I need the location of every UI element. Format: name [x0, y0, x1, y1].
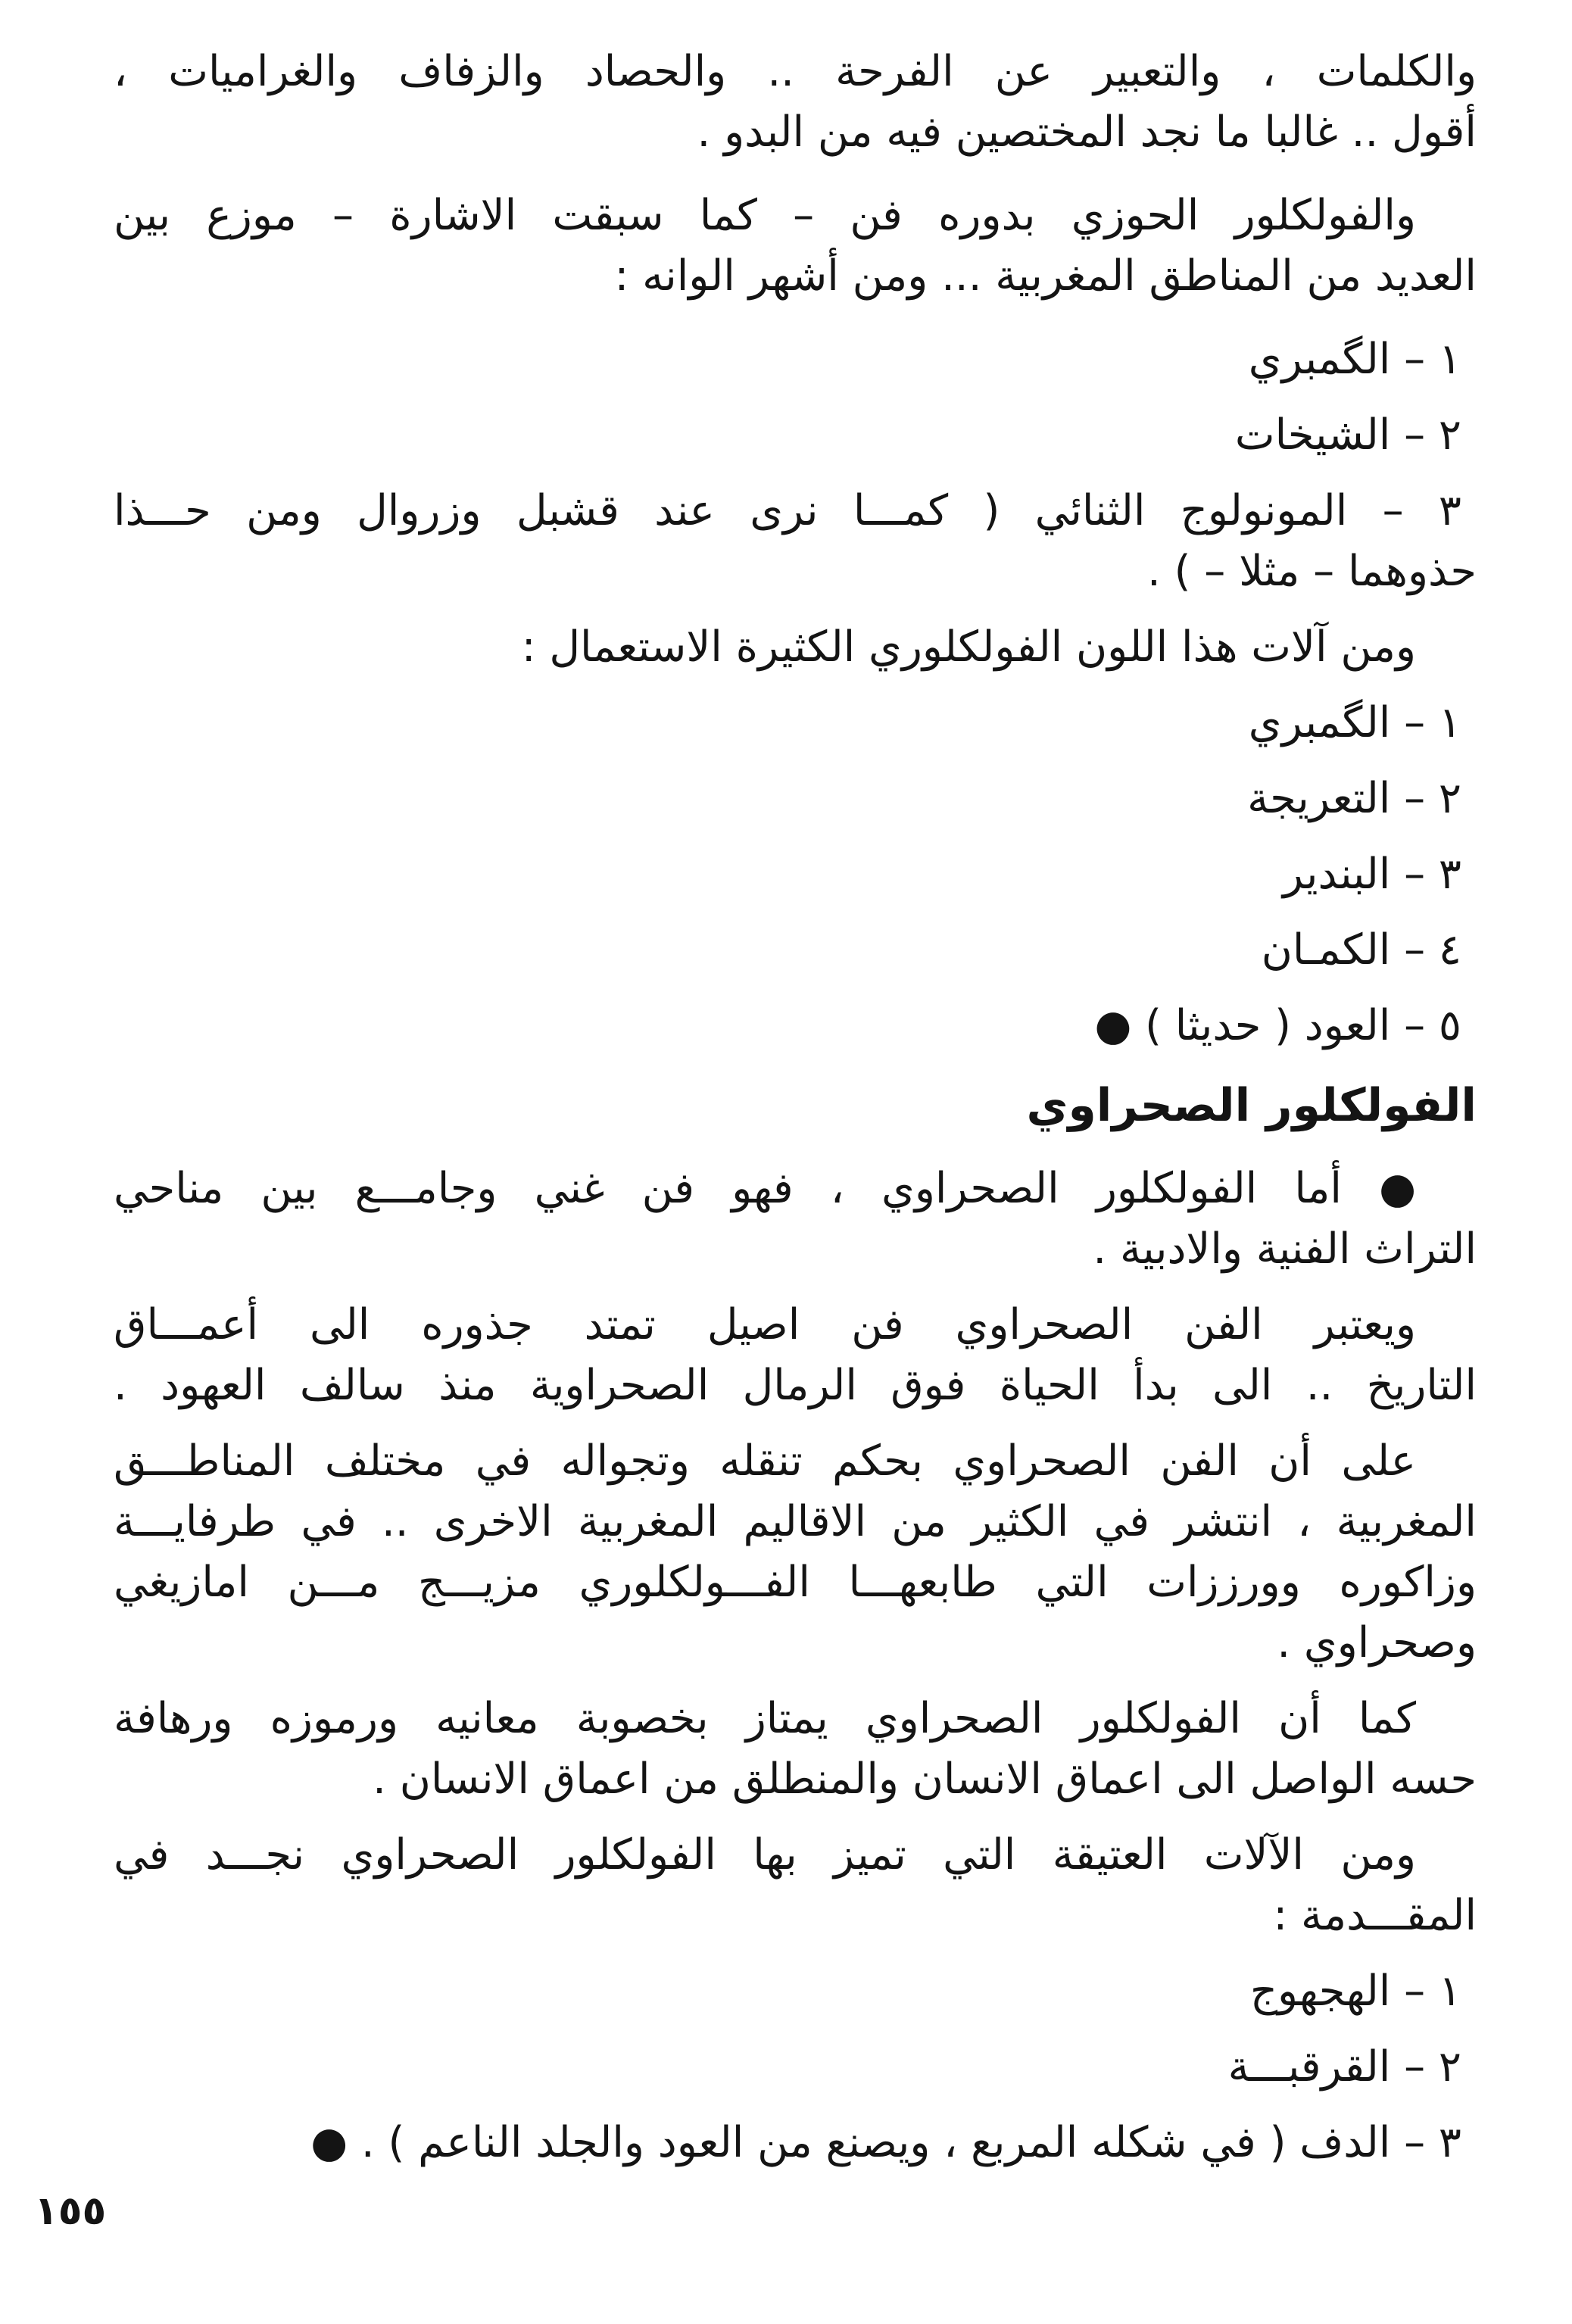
- list-item: ٣ – الدف ( في شكله المربع ، ويصنع من العود والجلد الناعم ) . ●: [310, 2118, 1461, 2167]
- list-item: ٣ – البندير: [1283, 850, 1461, 899]
- text-line: ومن آلات هذا اللون الفولكلوري الكثيرة الاستعمال :: [521, 622, 1416, 672]
- text-line: التاريخ .. الى بدأ الحياة فوق الرمال الصحراوية منذ سالف العهود .: [114, 1361, 1477, 1410]
- text-line: المغربية ، انتشر في الكثير من الاقاليم المغربية الاخرى .. في طرفايـــة: [114, 1497, 1477, 1546]
- text-line: العديد من المناطق المغربية ... ومن أشهر الوانه :: [614, 251, 1477, 301]
- text-line: ومن الآلات العتيقة التي تميز بها الفولكلور الصحراوي نجـــد في: [114, 1830, 1416, 1879]
- list-item: ٤ – الكمـان: [1261, 925, 1461, 975]
- text-line: على أن الفن الصحراوي بحكم تنقله وتجواله في مختلف المناطـــق: [114, 1437, 1416, 1486]
- list-item: ٢ – التعريجة: [1247, 774, 1461, 823]
- text-line: حسه الواصل الى اعماق الانسان والمنطلق من اعماق الانسان .: [373, 1755, 1477, 1804]
- text-line: وصحراوي .: [1277, 1618, 1477, 1667]
- text-line: ويعتبر الفن الصحراوي فن اصيل تمتد جذوره الى أعمـــاق: [114, 1300, 1416, 1349]
- text-line: حذوهما – مثلا – ) .: [1147, 547, 1477, 596]
- list-item: ٣ – المونولوج الثنائي ( كمـــا نرى عند قشبل وزروال ومن حـــذا: [114, 486, 1461, 535]
- page-number: ١٥٥: [34, 2188, 107, 2234]
- list-item: ٥ – العود ( حديثا ) ●: [1094, 1001, 1461, 1050]
- list-item: ١ – الگمبري: [1248, 698, 1461, 747]
- text-line: وزاكوره وورززات التي طابعهـــا الفـــولكلوري مزيـــج مـــن امازيغي: [114, 1558, 1477, 1607]
- text-line: المقـــدمة :: [1273, 1891, 1477, 1940]
- text-line: والفولكلور الحوزي بدوره فن – كما سبقت الاشارة – موزع بين: [114, 191, 1416, 240]
- list-item: ١ – الهجهوج: [1249, 1967, 1461, 2016]
- text-line: كما أن الفولكلور الصحراوي يمتاز بخصوبة معانيه ورموزه ورهافة: [114, 1694, 1416, 1743]
- list-item: ١ – الگمبري: [1248, 335, 1461, 384]
- section-heading: الفولكلور الصحراوي: [1026, 1079, 1477, 1132]
- text-line: والكلمات ، والتعبير عن الفرحة .. والحصاد والزفاف والغراميات ،: [114, 47, 1477, 96]
- list-item: ٢ – الشيخات: [1234, 410, 1461, 460]
- text-line: أقول .. غالبا ما نجد المختصين فيه من البدو .: [697, 108, 1477, 157]
- text-line: ● أما الفولكلور الصحراوي ، فهو فن غني وجامـــع بين مناحي: [114, 1164, 1416, 1213]
- text-line: التراث الفنية والادبية .: [1093, 1224, 1477, 1274]
- list-item: ٢ – القرقبـــة: [1227, 2042, 1461, 2092]
- document-page: [114, 42, 1477, 2276]
